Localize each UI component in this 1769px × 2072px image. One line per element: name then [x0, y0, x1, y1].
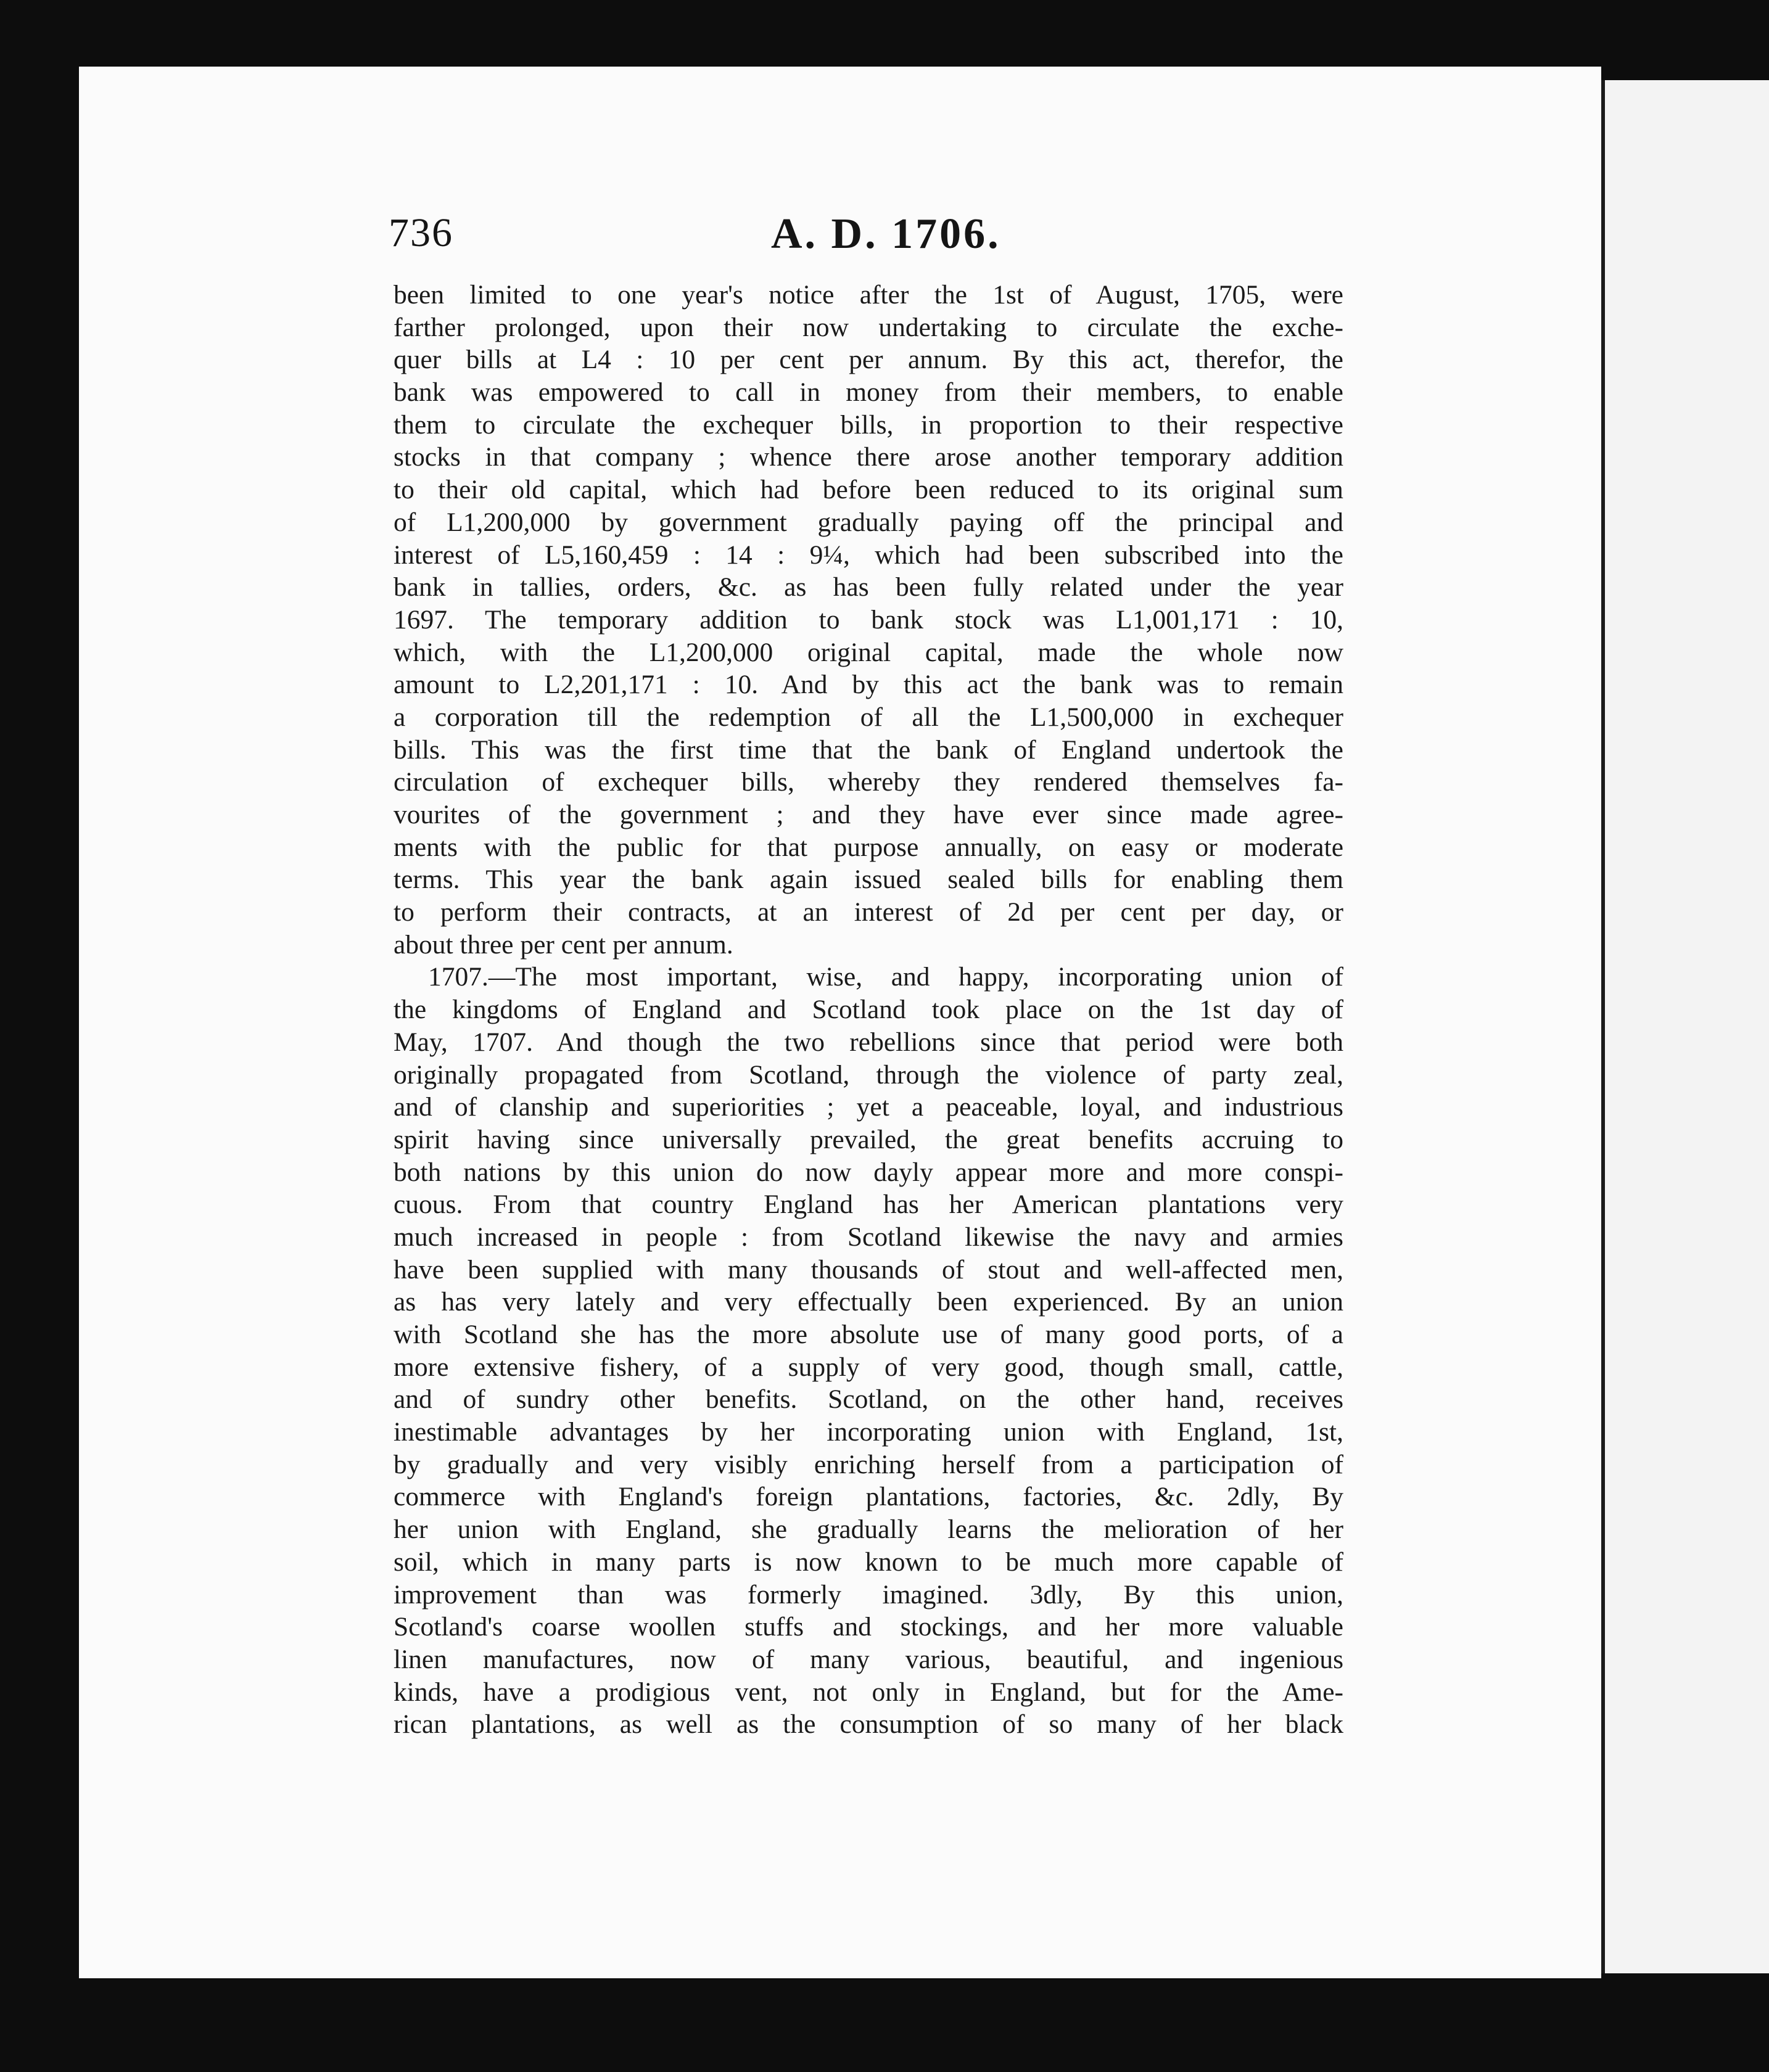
- text-line: a corporation till the redemption of all the L1,500,000 in exchequer: [394, 702, 1343, 732]
- text-line: May, 1707. And though the two rebellions since that period were both: [394, 1027, 1343, 1057]
- text-line: 1707.—The most important, wise, and happy, incorporating union of: [428, 962, 1343, 992]
- facing-page-edge: [1601, 80, 1769, 1973]
- text-line: and of clanship and superiorities ; yet a peaceable, loyal, and industrious: [394, 1092, 1343, 1122]
- page-number: 736: [389, 210, 453, 255]
- text-line: her union with England, she gradually learns the melioration of her: [394, 1515, 1343, 1545]
- text-line: them to circulate the exchequer bills, in proportion to their respective: [394, 409, 1343, 440]
- text-line: improvement than was formerly imagined. 3dly, By this union,: [394, 1579, 1343, 1610]
- text-line: circulation of exchequer bills, whereby they rendered themselves fa-: [394, 767, 1343, 797]
- text-line: ments with the public for that purpose annually, on easy or moderate: [394, 832, 1343, 862]
- text-line: both nations by this union do now dayly appear more and more conspi-: [394, 1157, 1343, 1187]
- text-line: bills. This was the first time that the bank of England undertook the: [394, 734, 1343, 765]
- text-line: quer bills at L4 : 10 per cent per annum. By this act, therefor, the: [394, 345, 1343, 375]
- text-line: cuous. From that country England has her American plantations very: [394, 1190, 1343, 1220]
- text-line: more extensive fishery, of a supply of very good, though small, cattle,: [394, 1352, 1343, 1382]
- text-line: farther prolonged, upon their now undertaking to circulate the exche-: [394, 312, 1343, 342]
- text-line: been limited to one year's notice after the 1st of August, 1705, were: [394, 280, 1343, 310]
- text-line: interest of L5,160,459 : 14 : 9¼, which had been subscribed into the: [394, 540, 1343, 570]
- text-line: which, with the L1,200,000 original capital, made the whole now: [394, 637, 1343, 667]
- text-line: amount to L2,201,171 : 10. And by this act the bank was to remain: [394, 670, 1343, 700]
- text-line: soil, which in many parts is now known to be much more capable of: [394, 1547, 1343, 1577]
- text-line: vourites of the government ; and they have ever since made agree-: [394, 800, 1343, 829]
- text-line: to perform their contracts, at an interest of 2d per cent per day, or: [394, 897, 1343, 927]
- paragraph: [394, 961, 1343, 1741]
- text-line: to their old capital, which had before been reduced to its original sum: [394, 475, 1343, 505]
- text-line: with Scotland she has the more absolute use of many good ports, of a: [394, 1320, 1343, 1349]
- text-line: terms. This year the bank again issued sealed bills for enabling them: [394, 865, 1343, 895]
- text-line: stocks in that company ; whence there arose another temporary addition: [394, 442, 1343, 472]
- text-line: Scotland's coarse woollen stuffs and stockings, and her more valuable: [394, 1612, 1343, 1642]
- text-line: and of sundry other benefits. Scotland, on the other hand, receives: [394, 1384, 1343, 1415]
- text-line: kinds, have a prodigious vent, not only in England, but for the Ame-: [394, 1677, 1343, 1707]
- running-head: A. D. 1706.: [771, 210, 1001, 258]
- paragraph: [394, 279, 1343, 961]
- text-line: originally propagated from Scotland, through the violence of party zeal,: [394, 1059, 1343, 1090]
- text-line: inestimable advantages by her incorporating union with England, 1st,: [394, 1417, 1343, 1447]
- text-line: by gradually and very visibly enriching herself from a participation of: [394, 1449, 1343, 1479]
- text-line: rican plantations, as well as the consumption of so many of her black: [394, 1709, 1343, 1740]
- text-line: as has very lately and very effectually been experienced. By an union: [394, 1287, 1343, 1317]
- text-line: 1697. The temporary addition to bank stock was L1,001,171 : 10,: [394, 604, 1343, 635]
- text-line: about three per cent per annum.: [394, 929, 733, 960]
- text-line: of L1,200,000 by government gradually paying off the principal and: [394, 507, 1343, 537]
- text-line: have been supplied with many thousands of stout and well-affected men,: [394, 1254, 1343, 1285]
- text-line: bank in tallies, orders, &c. as has been fully related under the year: [394, 572, 1343, 602]
- text-line: much increased in people : from Scotland likewise the navy and armies: [394, 1222, 1343, 1252]
- text-line: commerce with England's foreign plantations, factories, &c. 2dly, By: [394, 1482, 1343, 1512]
- text-line: spirit having since universally prevailed, the great benefits accruing to: [394, 1124, 1343, 1154]
- page-header: [389, 210, 1351, 278]
- text-line: the kingdoms of England and Scotland took place on the 1st day of: [394, 995, 1343, 1025]
- text-line: linen manufactures, now of many various, beautiful, and ingenious: [394, 1644, 1343, 1674]
- body-text: [394, 279, 1343, 1741]
- text-line: bank was empowered to call in money from their members, to enable: [394, 377, 1343, 408]
